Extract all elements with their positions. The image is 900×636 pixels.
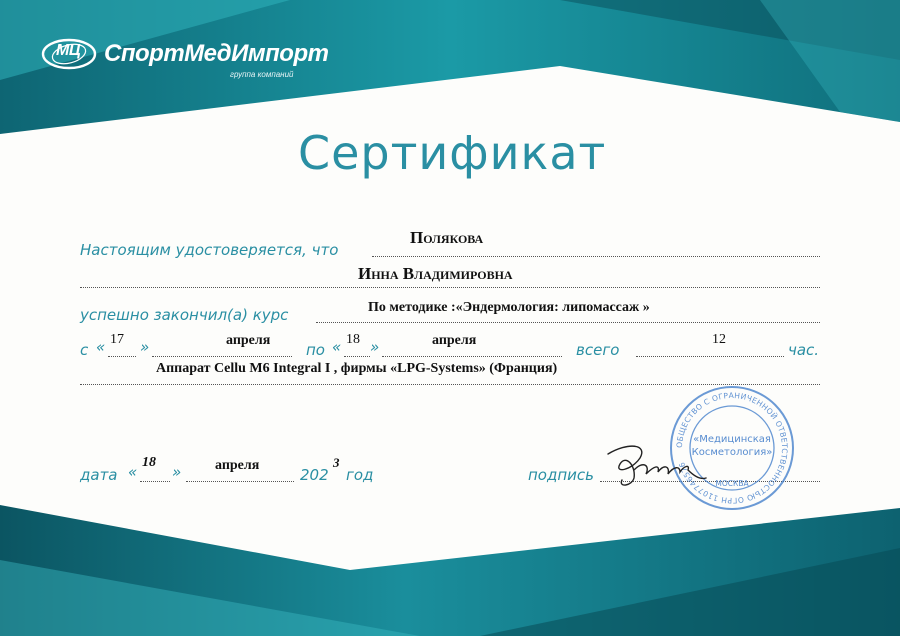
from-close-quote: »: [140, 338, 150, 356]
course-label: успешно закончил(а) курс: [80, 306, 289, 324]
date-year-suffix: 3: [333, 455, 340, 470]
to-month-line: [382, 356, 562, 357]
total-label: всего: [576, 341, 620, 359]
hours-unit: час.: [788, 341, 820, 359]
course-line: [316, 322, 820, 323]
surname-line: [372, 256, 820, 257]
to-day-value: 18: [346, 332, 360, 347]
stamp-ring-text: ОБЩЕСТВО С ОГРАНИЧЕННОЙ ОТВЕТСТВЕННОСТЬЮ ОГРН 1107746576: [674, 390, 790, 506]
surname-value: Полякова: [410, 228, 484, 247]
from-day-line: [108, 356, 136, 357]
brand-name: СпортМедИмпорт: [104, 40, 329, 67]
from-month-value: апреля: [226, 333, 271, 348]
brand-tagline: группа компаний: [230, 70, 294, 79]
date-month-line: [186, 481, 294, 482]
from-day-value: 17: [110, 332, 124, 347]
from-open-quote: «: [96, 338, 106, 356]
date-open-quote: «: [128, 463, 138, 481]
date-year-word: год: [346, 466, 374, 484]
stamp-center-line2: Косметология»: [691, 447, 773, 458]
hours-line: [636, 356, 784, 357]
date-day-value: 18: [142, 455, 156, 470]
handwritten-signature: [588, 436, 708, 496]
date-day-line: [140, 481, 170, 482]
to-open-quote: «: [332, 338, 342, 356]
to-day-line: [344, 356, 370, 357]
name-line: [80, 287, 820, 288]
certificate-title: Сертификат: [298, 126, 607, 180]
stamp-city: МОСКВА: [715, 479, 749, 488]
certify-label: Настоящим удостоверяется, что: [80, 241, 339, 259]
course-value: По методике :«Эндермология: липомассаж »: [368, 300, 650, 315]
from-month-line: [152, 356, 292, 357]
date-month-value: апреля: [215, 458, 260, 473]
from-label: с: [80, 341, 89, 359]
to-month-value: апреля: [432, 333, 477, 348]
first-name-value: Инна Владимировна: [358, 264, 513, 283]
date-close-quote: »: [172, 463, 182, 481]
hours-value: 12: [712, 332, 726, 347]
stamp-center-line1: «Медицинская: [693, 434, 771, 445]
to-close-quote: »: [370, 338, 380, 356]
logo-letters: МЦ: [56, 42, 80, 59]
equipment-value: Аппарат Cellu M6 Integral I , фирмы «LPG-Systems» (Франция): [156, 361, 558, 376]
date-year-prefix: 202: [300, 466, 329, 484]
signature-label: подпись: [528, 466, 594, 484]
date-label: дата: [80, 466, 118, 484]
to-label: по: [306, 341, 325, 359]
